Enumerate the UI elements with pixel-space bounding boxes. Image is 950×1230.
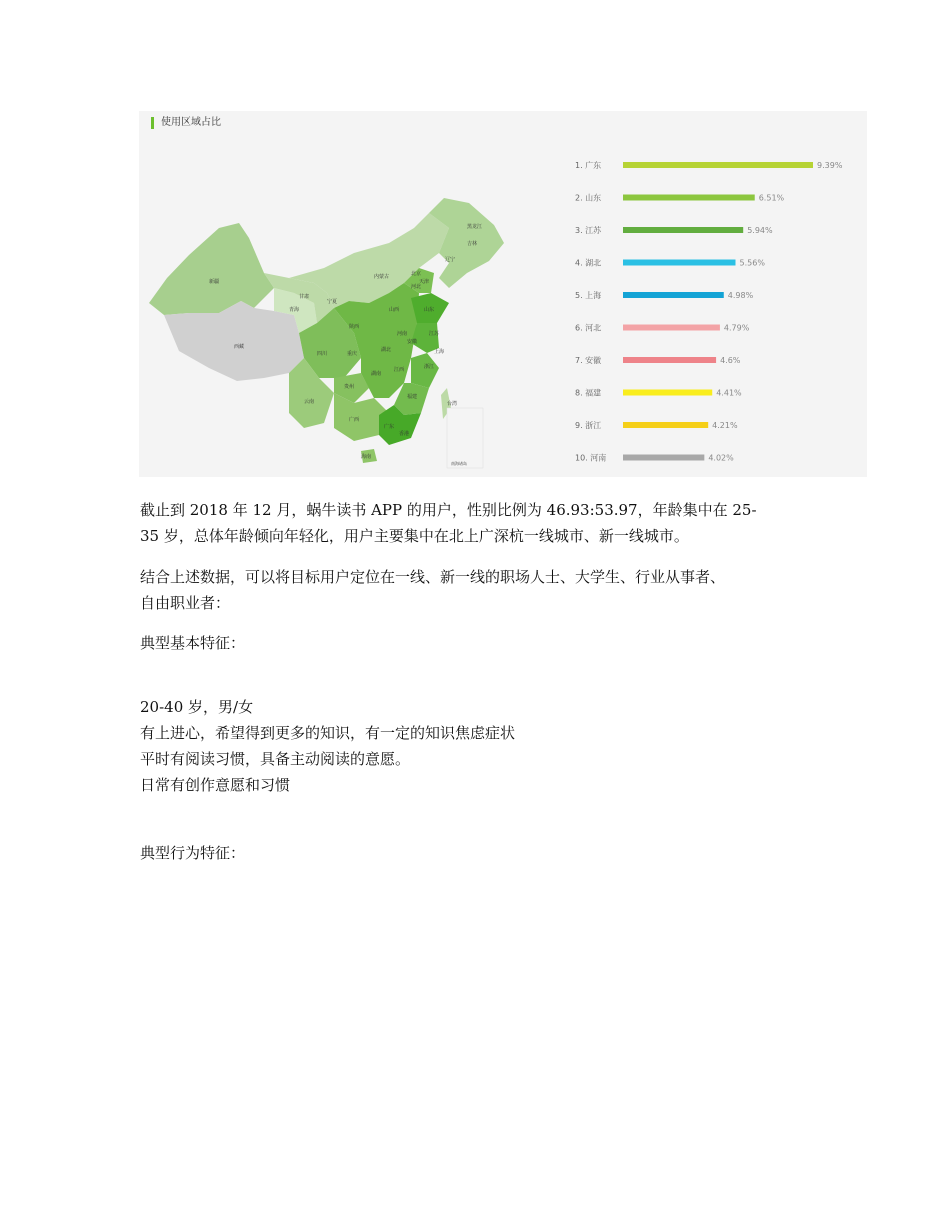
bar-value-label: 4.02% — [708, 453, 734, 463]
map-label: 山西 — [389, 307, 400, 313]
bar-value-label: 4.21% — [712, 421, 738, 430]
south-sea-inset — [447, 408, 483, 468]
map-label: 湖南 — [371, 371, 382, 377]
map-label: 云南 — [304, 399, 315, 405]
map-label: 青海 — [289, 307, 300, 313]
bar-value-label: 4.6% — [720, 356, 741, 365]
map-label: 西藏 — [234, 344, 245, 350]
map-label: 重庆 — [347, 351, 358, 357]
bar — [623, 162, 813, 168]
bar-category-label: 3. 江苏 — [575, 226, 602, 235]
list-item: 日常有创作意愿和习惯 — [140, 776, 291, 794]
map-label: 吉林 — [467, 241, 478, 247]
region-share-figure — [139, 111, 867, 477]
bar — [623, 390, 712, 396]
map-label: 河南 — [397, 331, 408, 337]
map-label: 辽宁 — [445, 257, 456, 263]
list-item: 平时有阅读习惯，具备主动阅读的意愿。 — [140, 750, 411, 768]
map-label: 贵州 — [344, 384, 355, 390]
map-label: 台湾 — [447, 401, 458, 407]
heading-behavior-traits: 典型行为特征： — [140, 844, 246, 862]
bar-value-label: 4.98% — [727, 291, 754, 300]
map-label: 海南 — [361, 454, 372, 460]
bar-category-label: 6. 河北 — [575, 323, 602, 333]
map-label: 广西 — [349, 417, 360, 423]
list-item: 有上进心，希望得到更多的知识，有一定的知识焦虑症状 — [140, 724, 516, 742]
p2-line-2: 自由职业者： — [140, 594, 231, 612]
map-label: 甘肃 — [299, 294, 310, 300]
map-label: 内蒙古 — [374, 274, 390, 280]
map-label: 新疆 — [209, 279, 220, 285]
bar — [623, 325, 720, 331]
bar — [623, 260, 736, 266]
map-label: 江苏 — [429, 331, 440, 337]
map-label: 四川 — [317, 351, 328, 357]
bar — [623, 195, 755, 201]
bar — [623, 455, 704, 461]
map-label: 宁夏 — [327, 299, 338, 305]
p1-line-2: 35 岁，总体年龄倾向年轻化，用户主要集中在北上广深杭一线城市、新一线城市。 — [140, 527, 689, 545]
figure-title: 使用区域占比 — [151, 117, 221, 129]
bar-category-label: 5. 上海 — [575, 291, 602, 300]
map-label: 福建 — [407, 394, 418, 400]
paragraph-user-profile — [140, 497, 820, 549]
map-label: 上海 — [434, 349, 445, 355]
map-label: 湖北 — [381, 347, 392, 353]
heading-basic-traits: 典型基本特征： — [140, 634, 246, 652]
map-region-zhejiang — [411, 353, 439, 388]
bar-category-label: 7. 安徽 — [575, 356, 602, 365]
map-label: 江西 — [394, 367, 405, 373]
bar-category-label: 1. 广东 — [575, 161, 602, 170]
map-label: 山东 — [424, 307, 435, 313]
bar-value-label: 5.56% — [739, 258, 765, 268]
bar-value-label: 4.41% — [716, 388, 742, 398]
bar-category-label: 10. 河南 — [575, 453, 607, 463]
map-label: 天津 — [419, 279, 430, 285]
bar-value-label: 5.94% — [747, 226, 773, 235]
bar-category-label: 4. 湖北 — [575, 258, 602, 268]
bar — [623, 292, 724, 298]
map-label: 陕西 — [349, 324, 360, 330]
paragraph-target-users — [140, 564, 820, 616]
bar — [623, 422, 708, 428]
map-label: 广东 — [384, 424, 395, 430]
bar-value-label: 4.79% — [723, 323, 750, 333]
list-item: 20-40 岁，男/女 — [140, 698, 254, 716]
south-sea-inset-label: 南海诸岛 — [451, 461, 467, 466]
map-label: 香港 — [399, 431, 410, 437]
bar-category-label: 9. 浙江 — [575, 421, 602, 430]
p1-line-1: 截止到 2018 年 12 月，蜗牛读书 APP 的用户，性别比例为 46.93:53.97，年龄集中在 25- — [140, 501, 757, 519]
map-label: 黑龙江 — [467, 224, 483, 230]
bar — [623, 357, 716, 363]
map-region-xinjiang — [149, 223, 274, 315]
china-map — [149, 183, 509, 483]
bar-category-label: 8. 福建 — [575, 388, 602, 398]
map-label: 浙江 — [424, 364, 435, 370]
map-label: 安徽 — [407, 339, 418, 345]
map-label: 河北 — [411, 284, 422, 290]
bar-value-label: 6.51% — [758, 193, 785, 203]
bar-value-label: 9.39% — [817, 161, 843, 170]
bar-category-label: 2. 山东 — [575, 193, 602, 203]
basic-traits-list — [140, 694, 820, 798]
p2-line-1: 结合上述数据，可以将目标用户定位在一线、新一线的职场人士、大学生、行业从事者、 — [140, 568, 726, 586]
map-label: 北京 — [411, 271, 422, 277]
bar — [623, 227, 743, 233]
ranking-bar-chart — [569, 111, 867, 477]
